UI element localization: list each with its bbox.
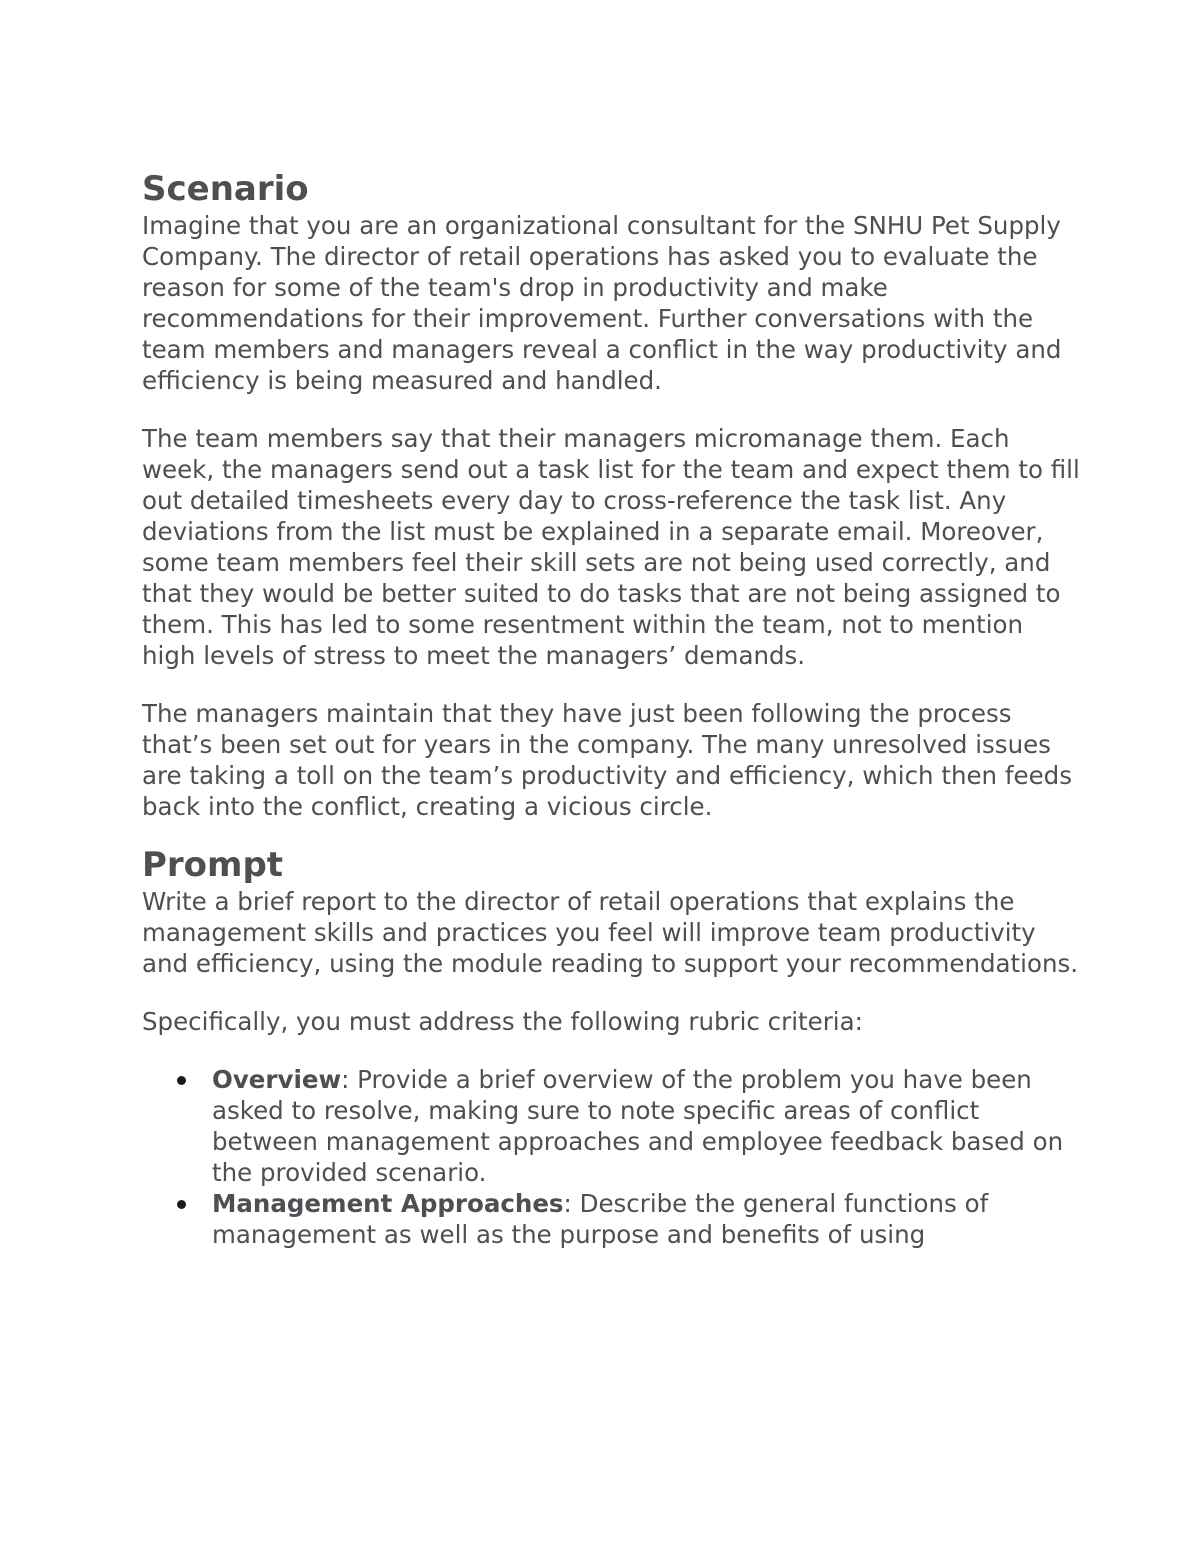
scenario-heading: Scenario	[142, 169, 309, 209]
document-page	[142, 168, 1082, 1250]
rubric-criteria-list	[142, 1064, 1082, 1250]
scenario-paragraph-2: The team members say that their managers micromanage them. Each week, the managers send out a task list for the team and expect them to fill out detailed timesheets every day to cross-reference the task list. Any deviations from the list must be explained in a separate email. Moreover, some team members feel their skill sets are not being used correctly, and that they would be better suited to do tasks that are not being assigned to them. This has led to some resentment within the team, not to mention high levels of stress to meet the managers’ demands.	[142, 424, 1080, 670]
prompt-paragraph-2: Specifically, you must address the following rubric criteria:	[142, 1007, 863, 1036]
criteria-term: Management Approaches	[212, 1189, 564, 1218]
scenario-paragraph-1: Imagine that you are an organizational consultant for the SNHU Pet Supply Company. The director of retail operations has asked you to evaluate the reason for some of the team's drop in productivity and make recommendations for their improvement. Further conversations with the team members and managers reveal a conflict in the way productivity and efficiency is being measured and handled.	[142, 211, 1062, 395]
criteria-term: Overview	[212, 1065, 342, 1094]
scenario-paragraph-3: The managers maintain that they have just been following the process that’s been set out for years in the company. The many unresolved issues are taking a toll on the team’s productivity and efficiency, which then feeds back into the conflict, creating a vicious circle.	[142, 699, 1072, 821]
bullet-icon	[177, 1076, 186, 1085]
criteria-text: : Provide a brief overview of the problem you have been asked to resolve, making sure to note specific areas of conflict between management approaches and employee feedback based on the provided scenario.	[212, 1065, 1064, 1187]
criteria-text: : Describe the general functions of management as well as the purpose and benefits of using	[212, 1189, 989, 1249]
bullet-icon	[177, 1200, 186, 1209]
list-item	[212, 1064, 1082, 1188]
list-item	[212, 1188, 1082, 1250]
prompt-heading: Prompt	[142, 845, 284, 885]
prompt-paragraph-1: Write a brief report to the director of retail operations that explains the management skills and practices you feel will improve team productivity and efficiency, using the module reading to support your recommendations.	[142, 887, 1079, 978]
